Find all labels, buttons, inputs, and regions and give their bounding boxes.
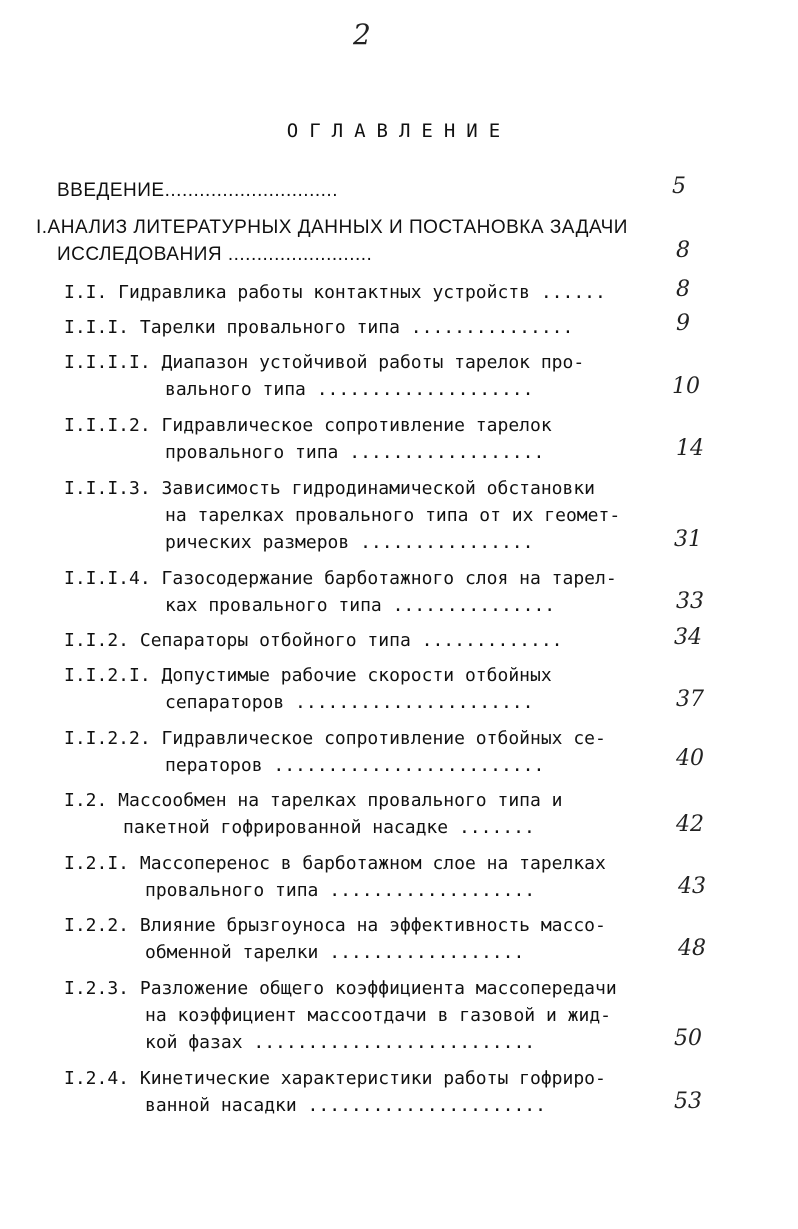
toc-line-1-2-1-cont: провального типа ................... <box>145 880 536 901</box>
toc-line-1-1-1-3: I.I.I.3. Зависимость гидродинамической обстановки <box>64 478 596 499</box>
toc-line-1-2-2-cont: обменной тарелки .................. <box>145 942 525 963</box>
toc-page-1-2-2: 48 <box>678 936 706 961</box>
toc-line-1-2-3-cont2: кой фазах .......................... <box>145 1032 536 1053</box>
toc-line-1-1-1-2-cont: провального типа .................. <box>165 442 545 463</box>
toc-line-1-1-1: I.I.I. Тарелки провального типа ............... <box>64 317 574 338</box>
toc-line-1-1-1-3-cont1: на тарелках провального типа от их геомет- <box>165 505 621 526</box>
toc-line-chapter-1-cont: ИССЛЕДОВАНИЯ ......................... <box>57 244 373 265</box>
toc-page-1-1-1: 9 <box>676 311 690 336</box>
toc-page-1-1-2-1: 37 <box>676 687 704 712</box>
toc-line-1-2-4: I.2.4. Кинетические характеристики работы гофриро- <box>64 1068 606 1089</box>
toc-page-1-2: 42 <box>676 812 704 837</box>
toc-page-introduction: 5 <box>672 174 686 199</box>
toc-line-1-2-1: I.2.I. Массоперенос в барботажном слое на тарелках <box>64 853 606 874</box>
toc-line-1-1-1-4-cont: ках провального типа ............... <box>165 595 556 616</box>
toc-line-1-1-1-3-cont2: рических размеров ................ <box>165 532 534 553</box>
toc-line-chapter-1: I.АНАЛИЗ ЛИТЕРАТУРНЫХ ДАННЫХ И ПОСТАНОВКА ЗАДАЧИ <box>36 217 628 238</box>
toc-line-1-2-3: I.2.3. Разложение общего коэффициента массопередачи <box>64 978 617 999</box>
toc-line-1-1-2-1: I.I.2.I. Допустимые рабочие скорости отбойных <box>64 665 552 686</box>
toc-page-1-1-1-2: 14 <box>676 436 704 461</box>
toc-page-1-2-1: 43 <box>678 874 706 899</box>
page-number: 2 <box>353 18 371 51</box>
toc-page-1-2-3: 50 <box>674 1026 702 1051</box>
toc-line-introduction: ВВЕДЕНИЕ.............................. <box>57 180 338 201</box>
toc-page-1-1-2: 34 <box>674 625 702 650</box>
toc-page-1-2-4: 53 <box>674 1089 702 1114</box>
toc-line-1-2-2: I.2.2. Влияние брызгоуноса на эффективность массо- <box>64 915 606 936</box>
toc-line-1-1-1-2: I.I.I.2. Гидравлическое сопротивление тарелок <box>64 415 552 436</box>
toc-line-1-1-2: I.I.2. Сепараторы отбойного типа ............. <box>64 630 563 651</box>
toc-line-1-2-cont: пакетной гофрированной насадке ....... <box>123 817 535 838</box>
page-title: ОГЛАВЛЕНИЕ <box>286 120 512 142</box>
toc-line-1-1-2-2: I.I.2.2. Гидравлическое сопротивление отбойных се- <box>64 728 606 749</box>
toc-line-1-2-3-cont1: на коэффициент массоотдачи в газовой и жид- <box>145 1005 611 1026</box>
toc-line-1-1-2-2-cont: ператоров ......................... <box>165 755 545 776</box>
toc-line-1-1-1-1: I.I.I.I. Диапазон устойчивой работы тарелок про- <box>64 352 585 373</box>
toc-page-1-1-1-3: 31 <box>674 527 702 552</box>
toc-page-1-1-1-1: 10 <box>672 374 700 399</box>
toc-page-1-1-1-4: 33 <box>676 589 704 614</box>
toc-page-1-1-2-2: 40 <box>676 746 704 771</box>
toc-line-1-1: I.I. Гидравлика работы контактных устройств ...... <box>64 282 606 303</box>
toc-line-1-2: I.2. Массообмен на тарелках провального типа и <box>64 790 563 811</box>
toc-line-1-1-2-1-cont: сепараторов ...................... <box>165 692 534 713</box>
toc-line-1-2-4-cont: ванной насадки ...................... <box>145 1095 546 1116</box>
toc-page-1-1: 8 <box>676 277 690 302</box>
toc-page-chapter-1: 8 <box>676 238 690 263</box>
toc-line-1-1-1-4: I.I.I.4. Газосодержание барботажного слоя на тарел- <box>64 568 617 589</box>
toc-line-1-1-1-1-cont: вального типа .................... <box>165 379 534 400</box>
